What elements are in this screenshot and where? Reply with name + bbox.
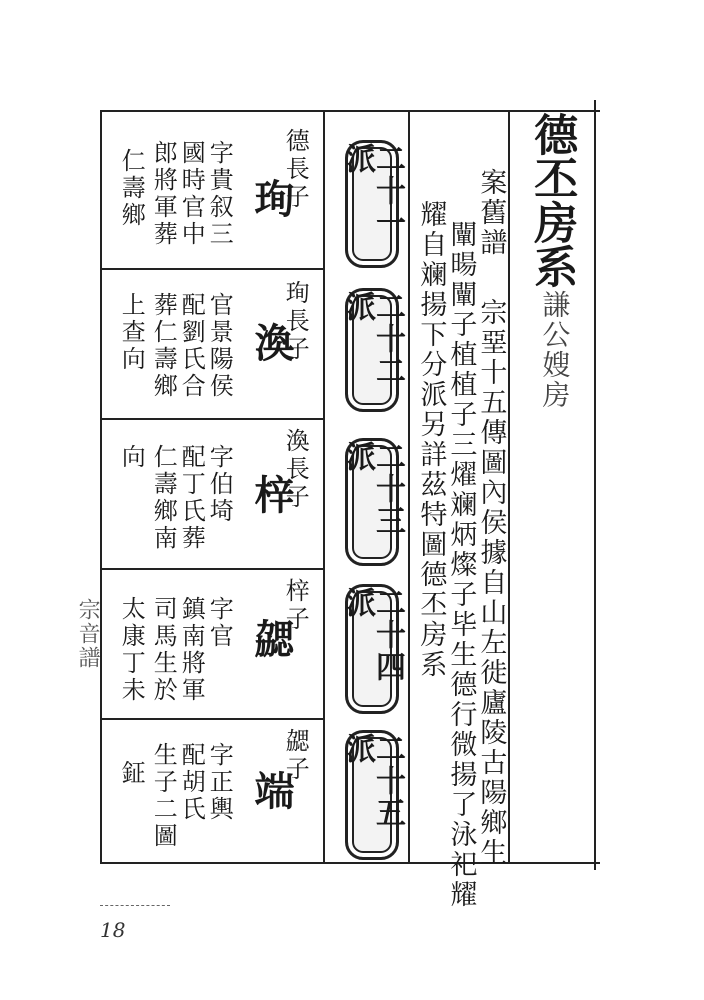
person-info-line: 配丁氏葬 <box>177 444 206 552</box>
person-name: 珣 <box>248 178 295 220</box>
note-column-2: 宗堊十五傳圖內侯據自山左徙廬陵古陽鄉生 <box>475 298 507 868</box>
person-info-line: 字貴叙三 <box>205 140 234 248</box>
frame-left-line <box>100 110 102 862</box>
person-info-line: 鉦 <box>117 760 146 787</box>
person-relation: 德長子 <box>281 128 310 212</box>
frame-top-line <box>100 110 600 112</box>
person-relation: 勰子 <box>281 728 310 784</box>
person-info-line: 葬仁壽鄉 <box>149 292 178 400</box>
row-divider-3 <box>100 568 323 570</box>
person-relation: 珣長子 <box>281 280 310 364</box>
frame-right-line <box>594 100 596 870</box>
person-info-line: 鎮南將軍 <box>177 596 206 704</box>
person-info-line: 官景陽侯 <box>205 292 234 400</box>
page-number-rule <box>100 905 170 906</box>
person-info-line: 生子二圖 <box>149 742 178 850</box>
generation-badge: 二十一派 <box>345 140 399 268</box>
frame-bottom-line <box>100 862 600 864</box>
person-info-line: 國時官中 <box>177 140 206 248</box>
person-info-line: 郎將軍葬 <box>149 140 178 248</box>
row-divider-4 <box>100 718 323 720</box>
person-info-line: 向 <box>117 444 146 471</box>
person-name: 渙 <box>248 322 295 364</box>
row-divider-2 <box>100 418 323 420</box>
note-column-1: 案舊譜 <box>475 168 507 258</box>
column-divider-badges <box>408 110 410 862</box>
generation-badge: 二十五派 <box>345 730 399 860</box>
generation-badge: 二十四派 <box>345 584 399 714</box>
person-name: 端 <box>248 770 295 812</box>
note-column-4: 耀自斓揚下分派另詳茲特圖德丕房系 <box>415 200 447 680</box>
person-info-line: 配胡氏 <box>177 742 206 823</box>
person-info-line: 上查向 <box>117 292 146 373</box>
person-relation: 梓子 <box>281 578 310 634</box>
column-divider-persons <box>323 110 325 862</box>
person-info-line: 仁壽鄉南 <box>149 444 178 552</box>
person-name: 勰 <box>248 618 295 660</box>
note-column-3: 闡暘闡子植植子三燿斓炳燦子毕生德行微揚了泳祀耀 <box>445 220 477 910</box>
person-info-line: 配劉氏合 <box>177 292 206 400</box>
page-subtitle: 謙公嫂房 <box>538 290 572 410</box>
person-info-line: 字正輿 <box>205 742 234 823</box>
person-relation: 渙長子 <box>281 428 310 512</box>
margin-text: 宗音譜 <box>75 598 101 670</box>
person-info-line: 字伯埼 <box>205 444 234 525</box>
person-name: 梓 <box>248 474 295 516</box>
column-divider-note <box>508 110 510 862</box>
generation-badge: 二十三派 <box>345 438 399 566</box>
person-info-line: 司馬生於 <box>149 596 178 704</box>
row-divider-1 <box>100 268 323 270</box>
page-number: 18 <box>100 918 126 942</box>
generation-badge: 二十二派 <box>345 288 399 412</box>
person-info-line: 仁壽鄉 <box>117 148 146 229</box>
page-title: 德丕房系 <box>526 112 578 288</box>
person-info-line: 太康丁未 <box>117 596 146 704</box>
person-info-line: 字官 <box>205 596 234 650</box>
